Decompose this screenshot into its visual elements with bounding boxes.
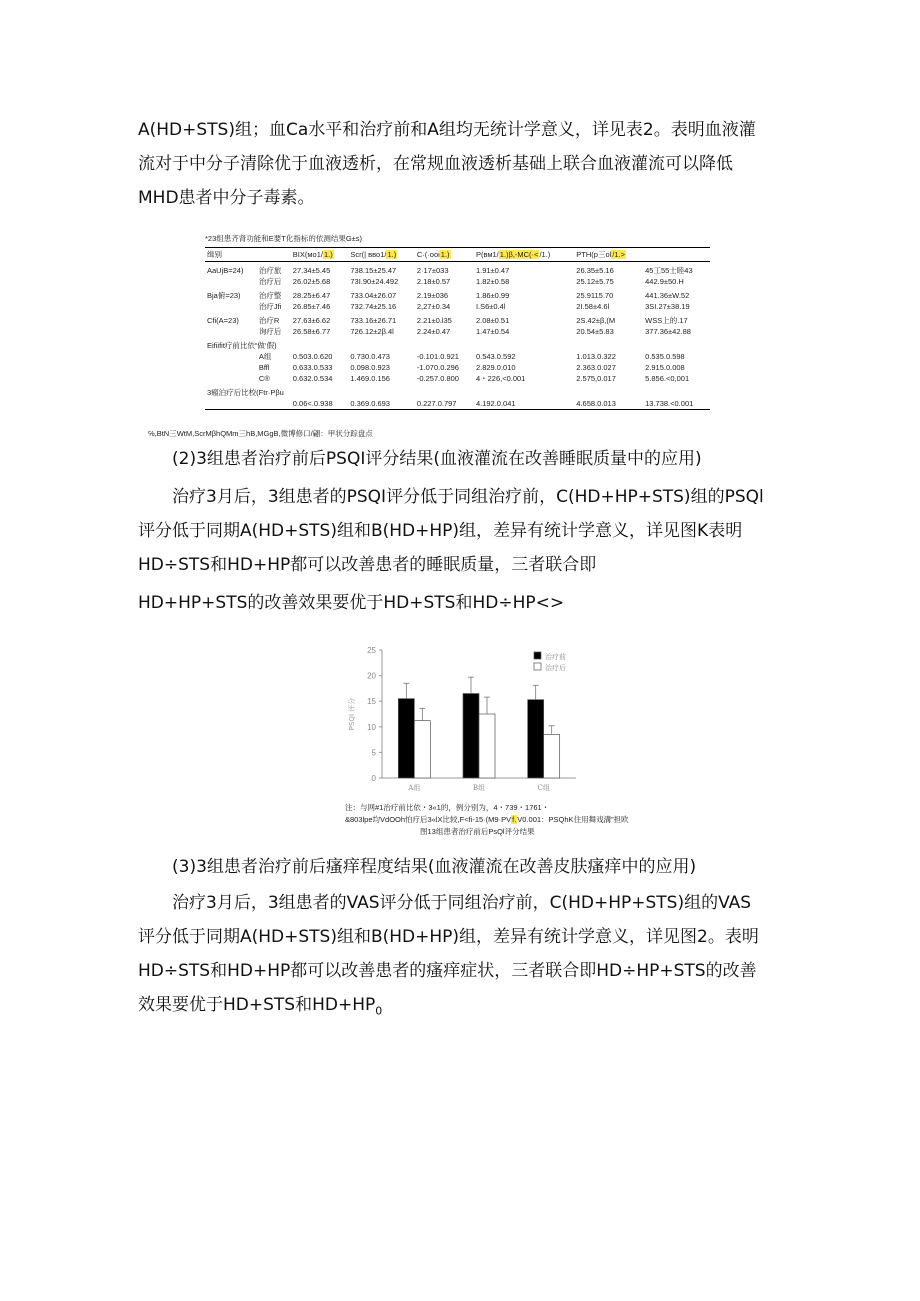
table-header: Scr(| вво1/1.) (350, 250, 397, 259)
table-cell: 2S.42±β,(M (576, 316, 616, 325)
table-cell: 25.9115.70 (576, 291, 614, 300)
table-row (205, 351, 710, 362)
bar-before (528, 700, 544, 778)
bar-after (544, 734, 560, 778)
table-cell: C® (258, 374, 270, 383)
table-cell: 2.363.0.027 (576, 363, 616, 372)
section-heading-vas: (3)3组患者治疗前后瘙痒程度结果(血液灌流在改善皮肤瘙痒中的应用) (172, 857, 697, 877)
table-cell: 25.12±5.75 (576, 277, 614, 286)
table-header (257, 248, 291, 262)
table-cell: 0.098.0.923 (350, 363, 390, 372)
table-cell: 2I.58±4.6l (576, 302, 610, 311)
table-cell: 0.06<.0.938 (292, 399, 333, 408)
table-cell: 2,27±0.34 (416, 302, 451, 311)
table-row (205, 287, 710, 301)
table-cell: 2.829.0.010 (475, 363, 516, 372)
text-line: HD÷STS和HD+HP都可以改善患者的瘙痒症状，三者联合即HD÷HP+STS的改善 (138, 961, 757, 981)
y-tick-label: 10 (367, 722, 376, 732)
table-cell: 20.54±5.83 (576, 327, 614, 336)
table-row (205, 312, 710, 326)
table-cell: 2.575,0.017 (576, 374, 616, 383)
table-cell: 45工55士睦43 (645, 266, 693, 275)
table-header: BIX(мо1/1.) (292, 250, 333, 259)
table-cell: 0.369.0.693 (350, 399, 390, 408)
table-cell: 28.25±6.47 (292, 291, 331, 300)
table-cell: 5.856.<0,001 (645, 374, 690, 383)
table-cell (205, 373, 257, 384)
psqi-bar-chart (340, 640, 620, 800)
table-cell (567, 326, 574, 337)
text-line: 评分低于同期A(HD+STS)组和B(HD+HP)组，差异有统计学意义，详见图2。表明 (138, 927, 759, 947)
table-cell: 733.16±26.71 (350, 316, 397, 325)
table-cell (567, 287, 574, 301)
table-cell (567, 262, 574, 277)
x-tick-label: B组 (472, 784, 486, 792)
table-row (205, 362, 710, 373)
table-cell: Cfi(A=23) (207, 316, 239, 325)
y-tick-label: 20 (367, 671, 376, 681)
table-cell: 377.36±42.88 (645, 327, 691, 336)
table-cell: 0.632.0.534 (292, 374, 333, 383)
table-header: 缉别 (207, 250, 222, 259)
table-cell: 27.34±5.45 (292, 266, 331, 275)
table-row (205, 262, 710, 277)
table-cell: 2.24±0.47 (416, 327, 451, 336)
table-cell: 治疗R (258, 316, 280, 325)
table-cell: 73I.90±24.492 (350, 277, 399, 286)
table-section-row (205, 337, 710, 351)
table-cell: 13.738.<0.001 (645, 399, 694, 408)
bar-before (398, 699, 414, 778)
table-cell: 26.85±7.46 (292, 302, 331, 311)
table-cell: AaUjB=24) (207, 266, 244, 275)
bar-before (463, 694, 479, 778)
table-row (205, 398, 710, 410)
table-cell (257, 398, 291, 410)
table-cell: 2.18±0.57 (416, 277, 451, 286)
table-cell: Bja俯=23) (207, 291, 241, 300)
table-cell (205, 301, 257, 312)
table-cell (567, 351, 574, 362)
table-cell: 2·17±033 (416, 266, 449, 275)
bar-after (479, 714, 495, 778)
text-line: 治疗3月后，3组患者的VAS评分低于同组治疗前，C(HD+HP+STS)组的VAS (172, 893, 752, 913)
table-cell: 738.15±25.47 (350, 266, 397, 275)
legend-label: 治疗前 (545, 653, 566, 661)
y-tick-label: 0 (371, 774, 376, 783)
table-cell: 441.36±W.52 (645, 291, 690, 300)
chart-caption: 图13组患者治疗前后PsQl评分结果 (420, 827, 535, 836)
table-cell: 4.658.0.013 (576, 399, 616, 408)
chart-note-line2: &803lpe均VdOOh怕疗后3«lX比较,F<fi-15·(M9·PVf.V0.001：PSQhK住用舞戏溝”担欧 (345, 815, 629, 824)
table-cell: 1.82±0.58 (475, 277, 510, 286)
table-cell: 726.12±2β.4l (350, 327, 394, 336)
table-caption: *23组患齐肾功能和E要T化指标的依测结果G±s) (205, 234, 363, 243)
table-cell: 4・226,<0.001 (475, 374, 526, 383)
table-cell: 2.19±036 (416, 291, 449, 300)
table-section-row (205, 384, 710, 398)
table-header: P(вм1/1.)β,-MC(·</1.) (475, 250, 551, 259)
table-cell (205, 351, 257, 362)
table-cell: 0.227.0.797 (416, 399, 457, 408)
table-cell: 2.08±0.51 (475, 316, 510, 325)
table-cell: -0.257.0.800 (416, 374, 459, 383)
table-header: C·(·ooi1.) (416, 250, 450, 259)
table-cell: 0.730.0.473 (350, 352, 390, 361)
table-cell: 0.535.0.598 (645, 352, 685, 361)
intro-paragraph (138, 113, 788, 215)
table-cell: 1.013.0.322 (576, 352, 616, 361)
legend-swatch (534, 663, 541, 670)
table-cell: 27.63±6.62 (292, 316, 331, 325)
table-cell: 0.503.0.620 (292, 352, 333, 361)
table-cell: 4.192.0.041 (475, 399, 516, 408)
table-cell: Bffl (258, 363, 270, 372)
text-line: HD÷STS和HD+HP都可以改善患者的睡眠质量，三者联合即 (138, 555, 597, 575)
table-row (205, 301, 710, 312)
table-cell: -0.101.0.921 (416, 352, 459, 361)
table-cell: 1.47±0.54 (475, 327, 510, 336)
table-cell: 1.91±0.47 (475, 266, 510, 275)
x-tick-label: A组 (408, 784, 421, 792)
table-cell: 治疗整 (258, 291, 282, 300)
table-note: ℅,BtN三WtM,ScrMβhQMm三hB,MGgB,微博修口/翩：甲状分踪盘点 (148, 429, 373, 438)
legend-swatch (534, 652, 541, 659)
table-cell: 2.915.0.008 (645, 363, 685, 372)
table-cell: 治疗后 (258, 277, 282, 286)
table-cell: 26.02±5.68 (292, 277, 331, 286)
table-cell: 26.35±5.16 (576, 266, 614, 275)
table-cell (205, 362, 257, 373)
y-tick-label: 25 (367, 646, 376, 655)
table-row (205, 276, 710, 287)
table-cell (567, 312, 574, 326)
table-cell: 治疗旅 (258, 266, 282, 275)
psqi-paragraph (138, 480, 788, 620)
table-row (205, 326, 710, 337)
table-cell: 733.04±26.07 (350, 291, 397, 300)
text-line: 评分低于同期A(HD+STS)组和B(HD+HP)组，差异有统计学意义，详见图K表明 (138, 521, 743, 541)
y-tick-label: 5 (371, 748, 376, 758)
table-cell: I.S6±0.4l (475, 302, 506, 311)
table-cell: Eifiifit疗前比依“做‘假) (207, 341, 277, 350)
table-row (205, 373, 710, 384)
vas-paragraph (138, 886, 788, 1028)
table-cell: 732.74±25.16 (350, 302, 397, 311)
table-cell: 442.9±50.H (645, 277, 684, 286)
table-cell: A组 (258, 352, 272, 361)
table-cell: 治疗Jfi (258, 302, 282, 311)
legend-label: 治疗后 (545, 664, 566, 672)
table-cell: 26.58±6.77 (292, 327, 331, 336)
table-cell: 询疗后 (258, 327, 282, 336)
text-line: MHD患者中分子毒素。 (138, 188, 315, 208)
chart-note-line1: 注：与网#1治疗前比依・3«1的，例分别为，4・739・1761・ (345, 803, 550, 812)
table-cell (567, 276, 574, 287)
table-cell: -1.070.0.296 (416, 363, 459, 372)
table-cell: 2.21±0.l35 (416, 316, 452, 325)
bar-after (414, 721, 430, 778)
table-cell: 3瘢泊疗后比校(Ftr·Pβu (207, 388, 284, 397)
text-line: HD+HP+STS的改善效果要优于HD+STS和HD÷HP<> (138, 593, 565, 613)
y-tick-label: 15 (367, 697, 376, 707)
text-line: 效果要优于HD+STS和$HD+HP_0$ (138, 995, 383, 1018)
table-cell: WSS上的.17 (645, 316, 688, 325)
text-line: 流对于中分子清除优于血液透析，在常规血液透析基础上联合血液灌流可以降低 (138, 154, 733, 174)
table-cell (567, 373, 574, 384)
table-header-row (205, 248, 710, 262)
text-line: 治疗3月后，3组患者的PSQI评分低于同组治疗前，C(HD+HP+STS)组的PSQl (172, 487, 764, 507)
text-line: A(HD+STS)组；血Ca水平和治疗前和A组均无统计学意义，详见表2。表明血液灌 (138, 120, 756, 140)
table-cell: 0.543.0.592 (475, 352, 516, 361)
table-cell (567, 362, 574, 373)
table-cell (567, 398, 574, 410)
table-cell (567, 301, 574, 312)
table-cell: 0.633.0.533 (292, 363, 333, 372)
results-table (205, 233, 710, 410)
table-cell (205, 276, 257, 287)
table-cell (205, 398, 257, 410)
section-heading-psqi: (2)3组患者治疗前后PSQI评分结果(血液灌流在改善睡眠质量中的应用) (172, 449, 702, 469)
y-axis-label: PSQI 评分 (348, 697, 356, 731)
x-tick-label: C组 (537, 784, 550, 792)
table-header: PTH(p三ol/1.> (576, 250, 626, 259)
table-cell: 3SI.27±38.19 (645, 302, 690, 311)
table-cell (205, 326, 257, 337)
table-cell: 1.86±0.99 (475, 291, 510, 300)
table-cell: 1.469.0.156 (350, 374, 390, 383)
